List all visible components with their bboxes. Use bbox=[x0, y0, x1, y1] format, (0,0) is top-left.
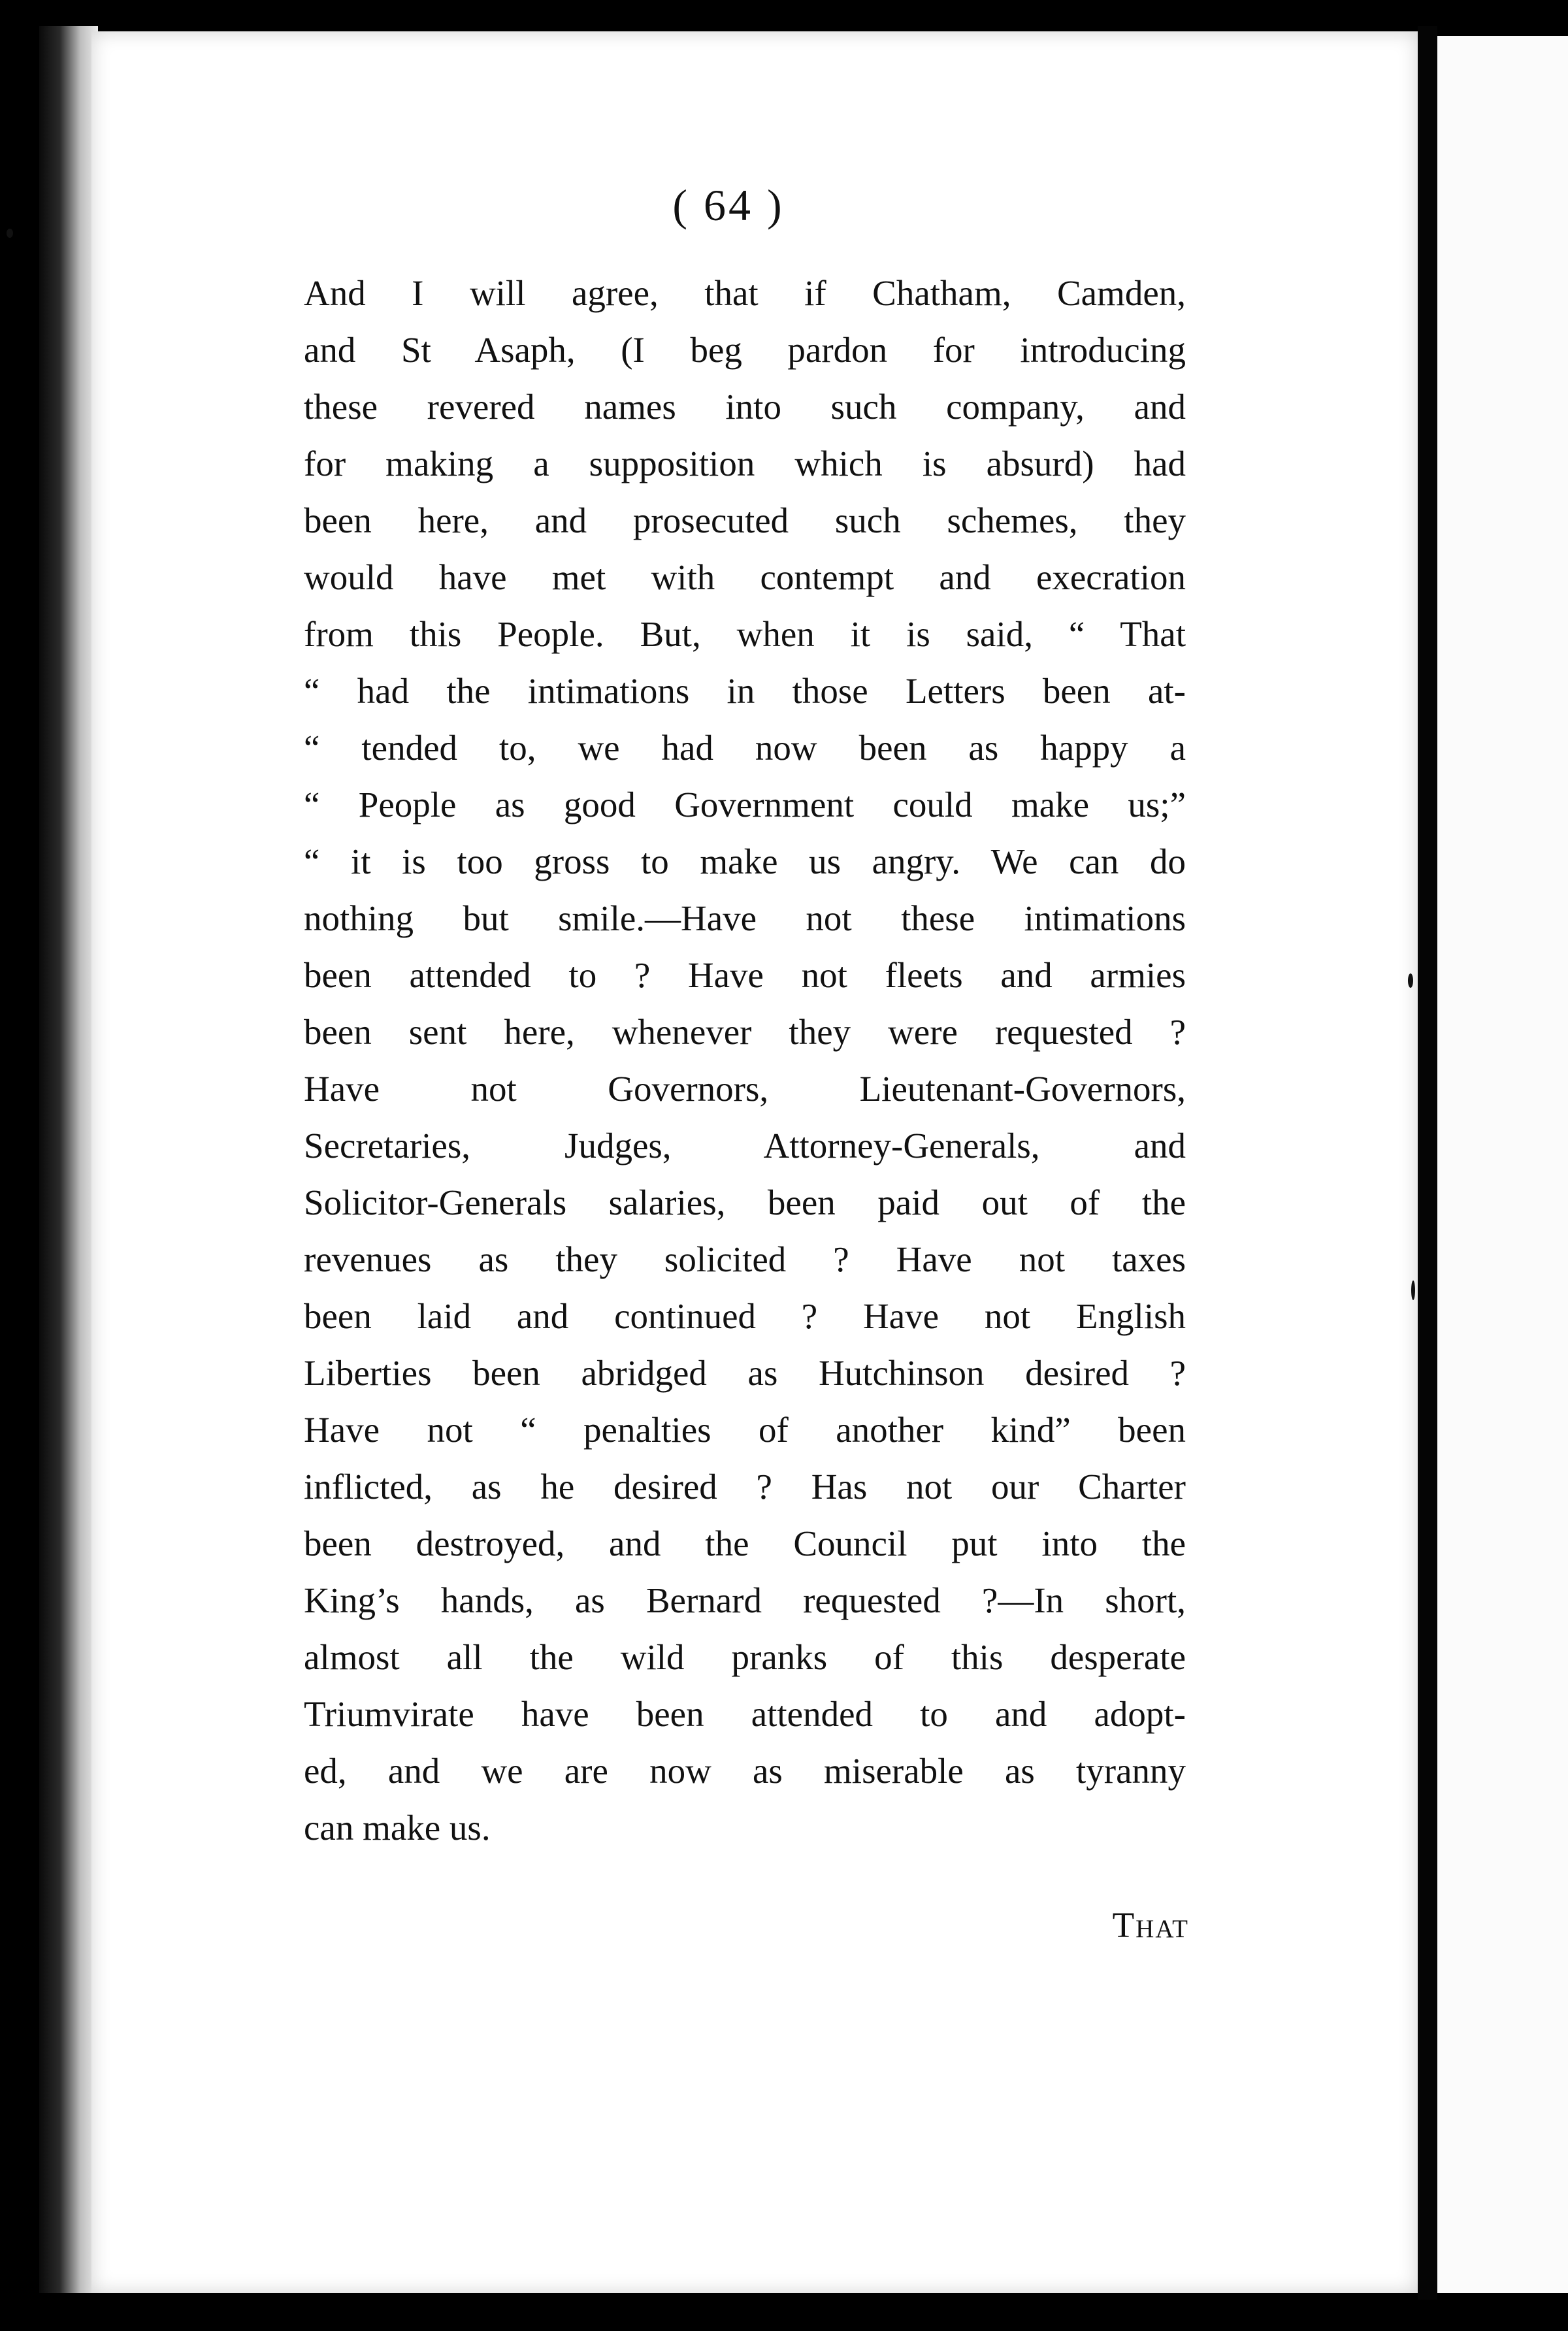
facing-page-edge bbox=[1437, 36, 1568, 2293]
text-line: from this People. But, when it is said, “ That bbox=[304, 614, 1186, 654]
page-number: ( 64 ) bbox=[672, 180, 785, 230]
text-line: And I will agree, that if Chatham, Camden, bbox=[304, 273, 1186, 313]
text-line: been destroyed, and the Council put into the bbox=[304, 1524, 1186, 1563]
text-line: been attended to ? Have not fleets and armies bbox=[304, 955, 1186, 995]
body-text bbox=[304, 265, 1186, 1856]
page-gutter bbox=[1418, 26, 1437, 2300]
text-line: “ People as good Government could make us;” bbox=[304, 785, 1186, 824]
text-line: for making a supposition which is absurd) had bbox=[304, 444, 1186, 483]
text-line: ed, and we are now as miserable as tyranny bbox=[304, 1751, 1186, 1791]
binding-edge bbox=[39, 26, 98, 2293]
text-line: nothing but smile.—Have not these intimations bbox=[304, 898, 1186, 938]
text-line: Liberties been abridged as Hutchinson desired ? bbox=[304, 1353, 1186, 1393]
text-line: would have met with contempt and execration bbox=[304, 557, 1186, 597]
text-line: Secretaries, Judges, Attorney-Generals, and bbox=[304, 1126, 1186, 1166]
text-line: inflicted, as he desired ? Has not our Charter bbox=[304, 1467, 1186, 1507]
text-line: Have not Governors, Lieutenant-Governors, bbox=[304, 1069, 1186, 1109]
ink-speck bbox=[1408, 973, 1413, 988]
catchword: That bbox=[1112, 1905, 1189, 1945]
text-line: been sent here, whenever they were requested ? bbox=[304, 1012, 1186, 1052]
text-line: Have not “ penalties of another kind” been bbox=[304, 1410, 1186, 1450]
text-line: Solicitor-Generals salaries, been paid out of the bbox=[304, 1182, 1186, 1222]
text-line: been laid and continued ? Have not English bbox=[304, 1296, 1186, 1336]
text-line: King’s hands, as Bernard requested ?—In short, bbox=[304, 1580, 1186, 1620]
text-line: Triumvirate have been attended to and adopt- bbox=[304, 1694, 1186, 1734]
text-line: “ tended to, we had now been as happy a bbox=[304, 728, 1186, 768]
text-line: can make us. bbox=[304, 1808, 491, 1848]
text-line: these revered names into such company, and bbox=[304, 387, 1186, 427]
text-line: “ had the intimations in those Letters been at- bbox=[304, 671, 1186, 711]
text-line: almost all the wild pranks of this desperate bbox=[304, 1637, 1186, 1677]
text-line: revenues as they solicited ? Have not taxes bbox=[304, 1239, 1186, 1279]
ink-speck bbox=[1411, 1280, 1415, 1300]
text-line: and St Asaph, (I beg pardon for introducing bbox=[304, 330, 1186, 370]
text-line: been here, and prosecuted such schemes, they bbox=[304, 500, 1186, 540]
text-line: “ it is too gross to make us angry. We can do bbox=[304, 841, 1186, 881]
